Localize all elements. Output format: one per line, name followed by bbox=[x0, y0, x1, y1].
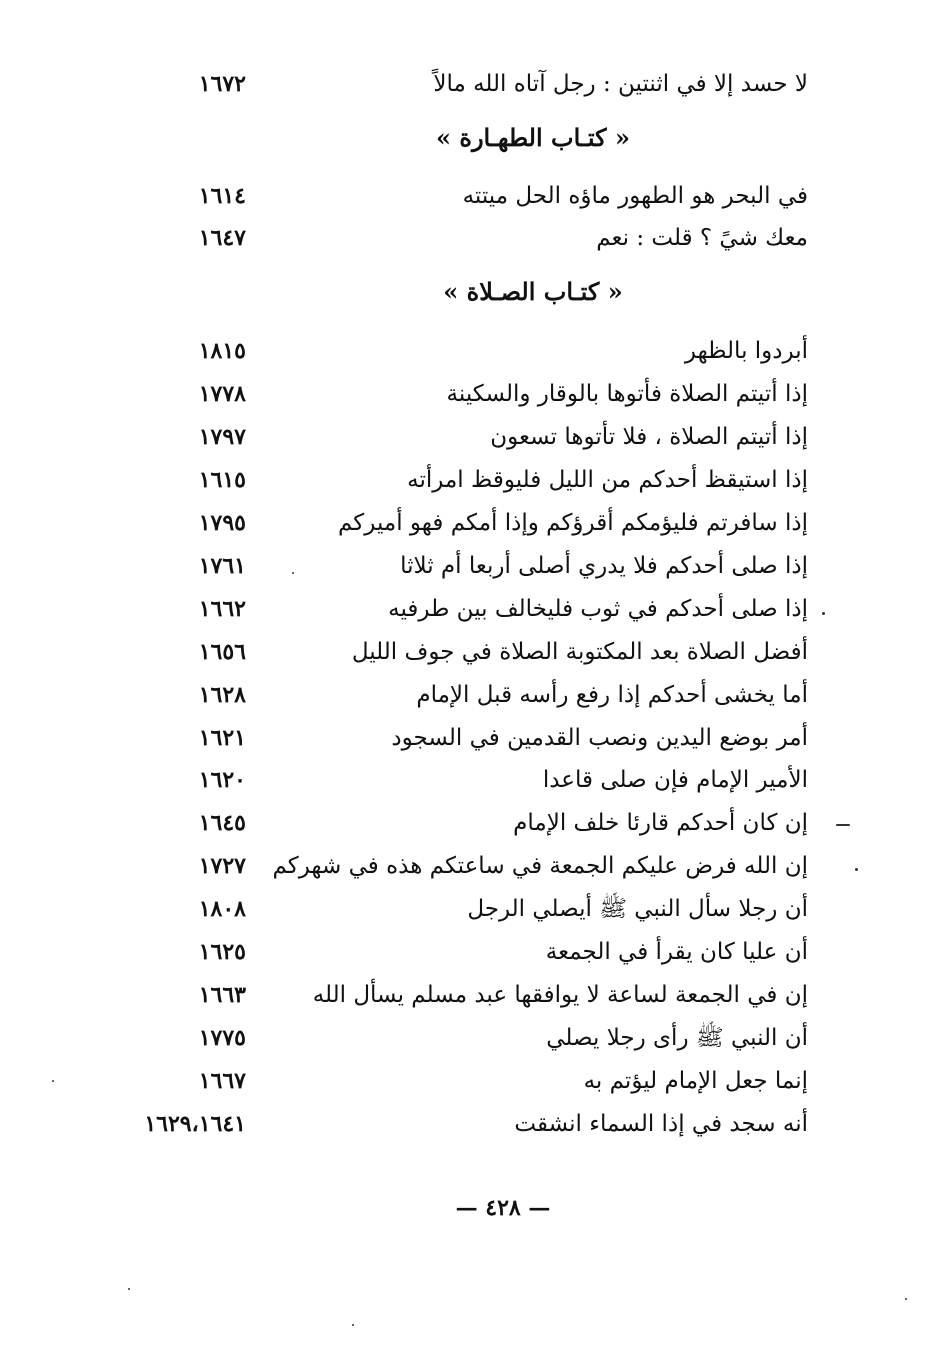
scan-speck bbox=[128, 1288, 130, 1290]
hadith-text: إن في الجمعة لساعة لا يوافقها عبد مسلم يسأل الله bbox=[312, 982, 808, 1008]
index-entry bbox=[0, 503, 946, 543]
hadith-ref: ١٦٧٢ bbox=[198, 71, 246, 97]
page-number-text: — ٤٢٨ — bbox=[455, 1195, 551, 1221]
index-entry bbox=[0, 675, 946, 715]
hadith-ref: ١٦١٤ bbox=[198, 183, 246, 209]
hadith-ref: ١٦٢١ bbox=[198, 725, 246, 751]
index-entry bbox=[0, 331, 946, 371]
hadith-ref: ١٧٦١ bbox=[198, 553, 246, 579]
index-entry bbox=[0, 1061, 946, 1101]
hadith-ref: ١٦٤٧ bbox=[198, 225, 246, 251]
hadith-ref: ١٧٩٥ bbox=[198, 510, 246, 536]
index-entry bbox=[0, 760, 946, 800]
hadith-text: إذا استيقظ أحدكم من الليل فليوقظ امرأته bbox=[407, 467, 808, 493]
hadith-text: أن رجلا سأل النبي ﷺ أيصلي الرجل bbox=[467, 896, 808, 922]
index-entry bbox=[0, 460, 946, 500]
hadith-text: في البحر هو الطهور ماؤه الحل ميتته bbox=[462, 183, 808, 209]
hadith-text: معك شيً ؟ قلت : نعم bbox=[596, 225, 808, 251]
hadith-ref: ١٦٢٠ bbox=[198, 767, 246, 793]
hadith-ref: ١٦٦٣ bbox=[198, 982, 246, 1008]
index-entry bbox=[0, 932, 946, 972]
scan-speck bbox=[292, 572, 294, 574]
scan-speck bbox=[52, 1080, 54, 1082]
index-entry bbox=[0, 546, 946, 586]
section-heading bbox=[0, 272, 946, 312]
hadith-ref: ١٦٤٥ bbox=[198, 810, 246, 836]
hadith-ref: ١٦٢٩،١٦٤١ bbox=[144, 1111, 246, 1137]
hadith-ref: ١٦٦٢ bbox=[198, 596, 246, 622]
index-entry bbox=[0, 846, 946, 886]
index-entry bbox=[0, 64, 946, 104]
hadith-ref: ١٧٩٧ bbox=[198, 424, 246, 450]
hadith-text: إذا صلى أحدكم في ثوب فليخالف بين طرفيه bbox=[388, 596, 808, 622]
hadith-text: أن النبي ﷺ رأى رجلا يصلي bbox=[546, 1025, 808, 1051]
index-entry bbox=[0, 718, 946, 758]
scan-speck bbox=[352, 1324, 354, 1326]
index-entry bbox=[0, 1104, 946, 1144]
scan-mark bbox=[836, 824, 850, 826]
index-entry bbox=[0, 218, 946, 258]
hadith-text: إن الله فرض عليكم الجمعة في ساعتكم هذه في شهركم bbox=[272, 853, 808, 879]
hadith-text: الأمير الإمام فإن صلى قاعدا bbox=[542, 767, 808, 793]
hadith-text: لا حسد إلا في اثنتين : رجل آتاه الله مالاً bbox=[433, 71, 808, 97]
hadith-ref: ١٨١٥ bbox=[198, 338, 246, 364]
index-entry bbox=[0, 803, 946, 843]
hadith-ref: ١٨٠٨ bbox=[198, 896, 246, 922]
page-number bbox=[0, 1188, 946, 1228]
hadith-ref: ١٦٢٥ bbox=[198, 939, 246, 965]
hadith-ref: ١٧٢٧ bbox=[198, 853, 246, 879]
section-heading-text: « كتـاب الصـلاة » bbox=[443, 277, 623, 306]
hadith-text: إذا سافرتم فليؤمكم أقرؤكم وإذا أمكم فهو أميركم bbox=[338, 510, 808, 536]
index-entry bbox=[0, 417, 946, 457]
hadith-ref: ١٧٧٥ bbox=[198, 1025, 246, 1051]
index-entry bbox=[0, 589, 946, 629]
hadith-text: أبردوا بالظهر bbox=[684, 338, 808, 364]
hadith-text: إنما جعل الإمام ليؤتم به bbox=[583, 1068, 808, 1094]
scan-speck bbox=[855, 868, 858, 871]
section-heading bbox=[0, 118, 946, 158]
hadith-ref: ١٦٦٧ bbox=[198, 1068, 246, 1094]
hadith-ref: ١٦١٥ bbox=[198, 467, 246, 493]
hadith-text: أن عليا كان يقرأ في الجمعة bbox=[545, 939, 808, 965]
index-entry bbox=[0, 176, 946, 216]
hadith-text: أما يخشى أحدكم إذا رفع رأسه قبل الإمام bbox=[416, 682, 808, 708]
hadith-text: إذا أتيتم الصلاة فأتوها بالوقار والسكينة bbox=[446, 381, 808, 407]
hadith-text: أنه سجد في إذا السماء انشقت bbox=[514, 1111, 808, 1137]
index-entry bbox=[0, 889, 946, 929]
section-heading-text: « كتـاب الطهـارة » bbox=[436, 123, 630, 152]
index-entry bbox=[0, 1018, 946, 1058]
hadith-ref: ١٧٧٨ bbox=[198, 381, 246, 407]
hadith-ref: ١٦٥٦ bbox=[198, 639, 246, 665]
scan-speck bbox=[822, 612, 825, 615]
index-entry bbox=[0, 374, 946, 414]
hadith-text: إذا صلى أحدكم فلا يدري أصلى أربعا أم ثلاثا bbox=[400, 553, 808, 579]
hadith-text: أمر بوضع اليدين ونصب القدمين في السجود bbox=[391, 725, 808, 751]
hadith-text: إن كان أحدكم قارئا خلف الإمام bbox=[513, 810, 808, 836]
index-entry bbox=[0, 632, 946, 672]
hadith-ref: ١٦٢٨ bbox=[198, 682, 246, 708]
index-entry bbox=[0, 975, 946, 1015]
hadith-text: أفضل الصلاة بعد المكتوبة الصلاة في جوف الليل bbox=[351, 639, 808, 665]
hadith-text: إذا أتيتم الصلاة ، فلا تأتوها تسعون bbox=[490, 424, 808, 450]
scan-speck bbox=[905, 1298, 907, 1300]
